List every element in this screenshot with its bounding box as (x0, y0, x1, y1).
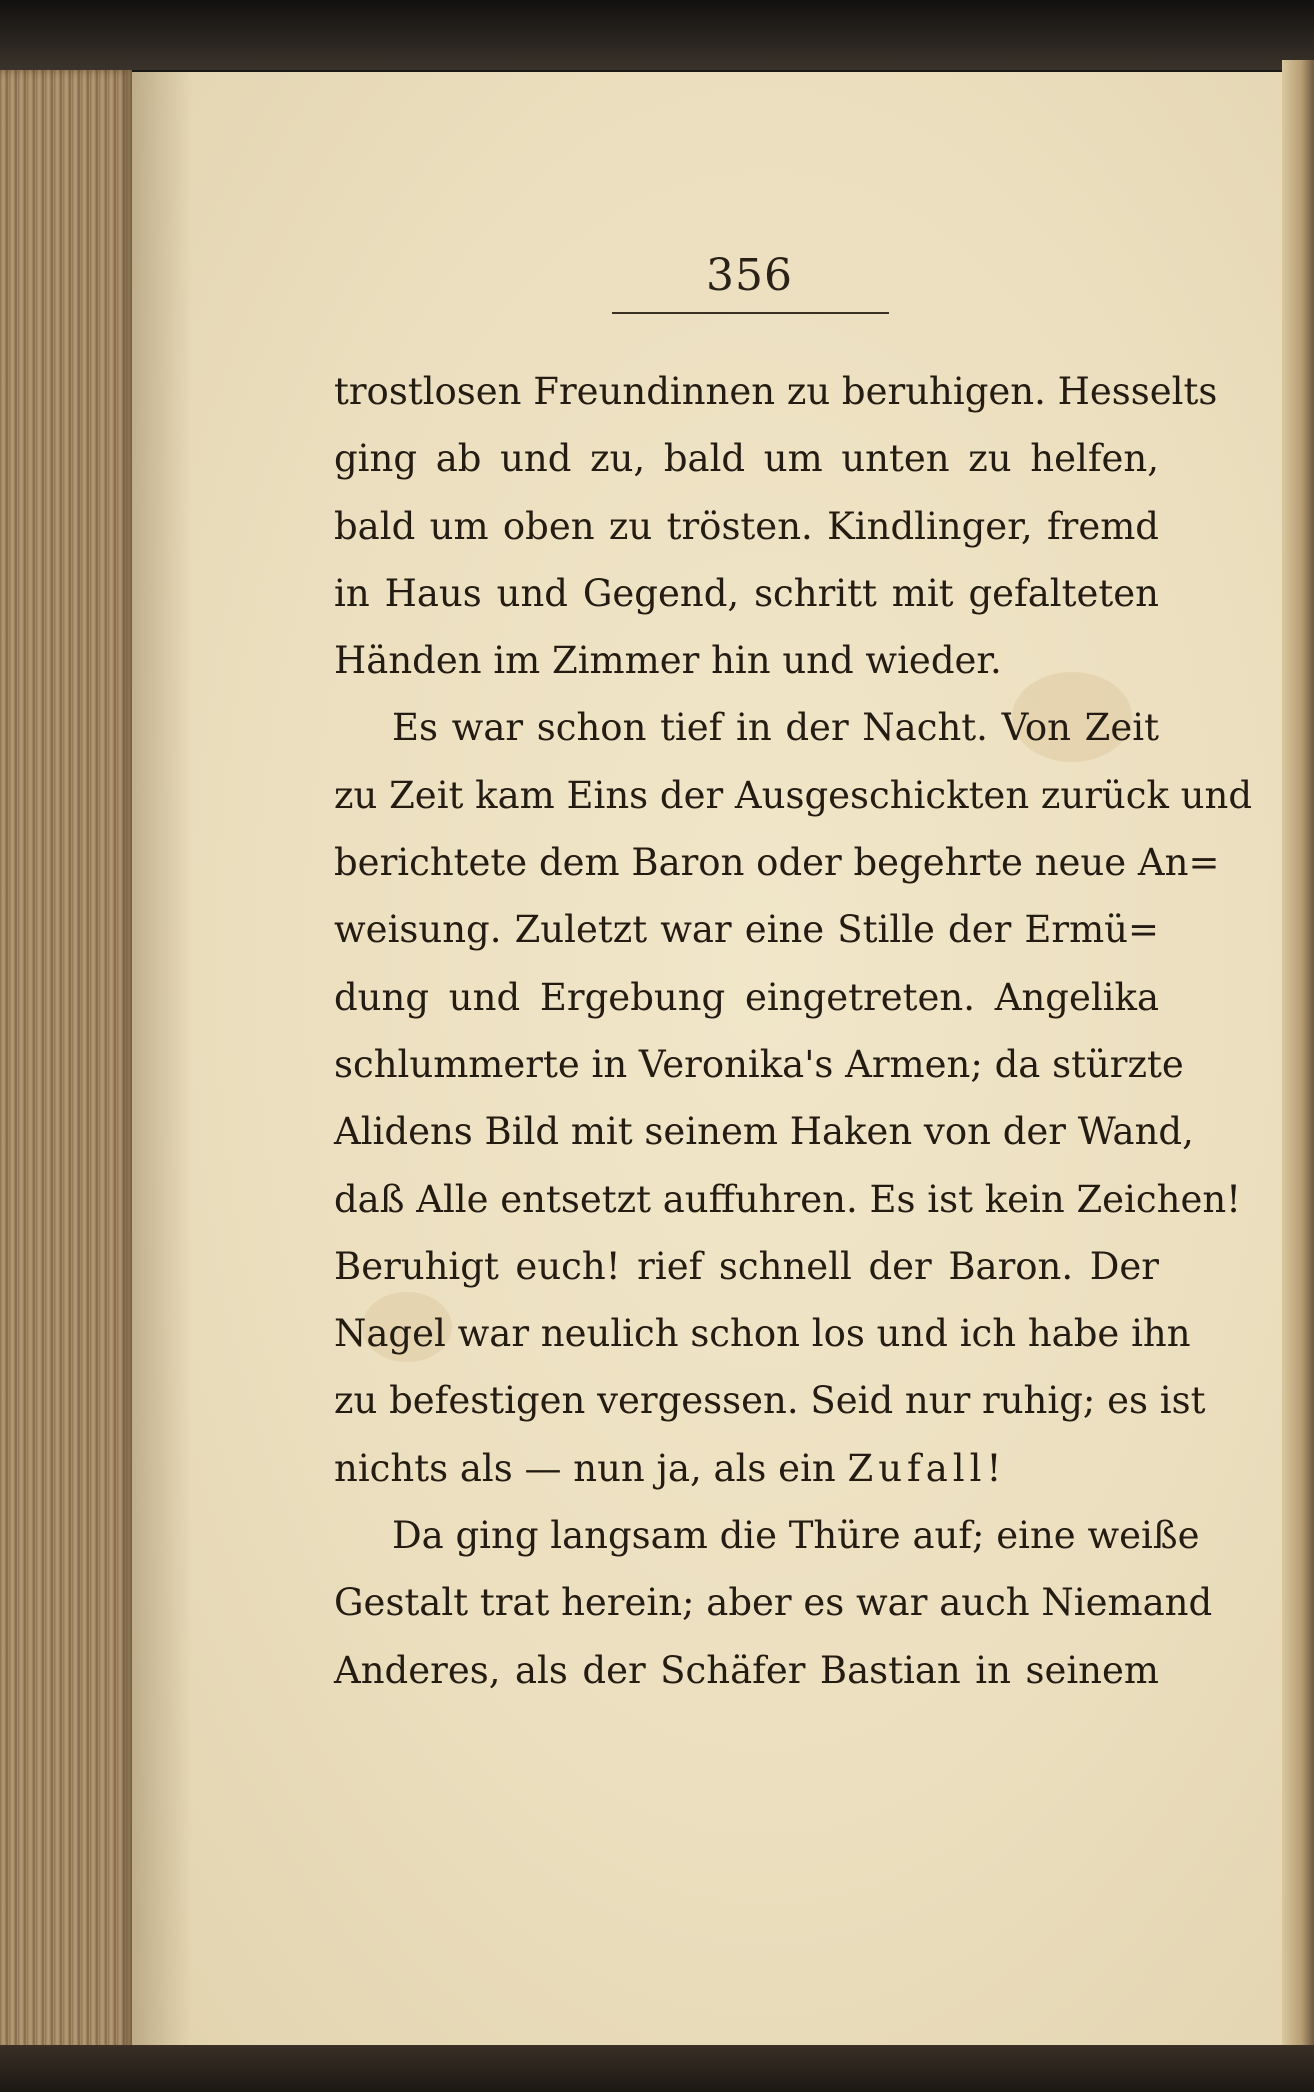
text-line-content: zu Zeit kam Eins der Ausgeschickten zurück und (334, 773, 1253, 817)
text-line (334, 1435, 1159, 1502)
text-line (334, 694, 1159, 761)
text-line-content: zu befestigen vergessen. Seid nur ruhig; es ist (334, 1379, 1206, 1423)
text-line (334, 829, 1220, 896)
text-line-content: Alidens Bild mit seinem Haken von der Wand, (334, 1110, 1194, 1154)
text-line (334, 964, 1159, 1031)
text-line-content: nichts als — nun ja, als ein (334, 1446, 836, 1490)
text-line (334, 1233, 1159, 1300)
text-line-content: Beruhigt euch! rief schnell der Baron. Der (334, 1244, 1159, 1288)
text-line-content: bald um oben zu trösten. Kindlinger, fremd (334, 504, 1159, 548)
page-number: 356 (706, 250, 793, 301)
text-line-content: Händen im Zimmer hin und wieder. (334, 639, 1002, 683)
page-number-rule (612, 312, 889, 314)
text-line-content: trostlosen Freundinnen zu beruhigen. Hesselts (334, 370, 1218, 413)
text-line-content: dung und Ergebung eingetreten. Angelika (334, 975, 1159, 1019)
page-text (334, 358, 1253, 1704)
text-line (334, 1300, 1191, 1367)
text-line-content: daß Alle entsetzt auffuhren. Es ist kein Zeichen! (334, 1177, 1242, 1221)
text-line-content: berichtete dem Baron oder begehrte neue An= (334, 841, 1220, 885)
text-line-content: in Haus und Gegend, schritt mit gefalteten (334, 571, 1159, 615)
text-line-content: ging ab und zu, bald um unten zu helfen, (334, 437, 1159, 481)
text-line (334, 560, 1159, 627)
text-line (334, 1166, 1242, 1233)
text-line (334, 358, 1218, 425)
text-line (334, 627, 1159, 694)
text-line-content: Gestalt trat herein; aber es war auch Niemand (334, 1581, 1213, 1625)
text-line (334, 1502, 1200, 1569)
text-line-content: weisung. Zuletzt war eine Stille der Ermü= (334, 908, 1159, 952)
right-page-edge (1282, 60, 1314, 2050)
gutter-shadow (132, 72, 192, 2047)
text-line-content: Da ging langsam die Thüre auf; eine weiße (392, 1514, 1200, 1558)
text-line (334, 1367, 1206, 1434)
text-line-content: Es war schon tief in der Nacht. Von Zeit (392, 706, 1159, 750)
text-line-content: Anderes, als der Schäfer Bastian in seinem (334, 1648, 1159, 1692)
text-line (334, 1031, 1184, 1098)
text-line-content: schlummerte in Veronika's Armen; da stürzte (334, 1042, 1184, 1086)
text-line (334, 1637, 1159, 1704)
text-line (334, 493, 1159, 560)
text-line (334, 896, 1159, 963)
text-line-content: Nagel war neulich schon los und ich habe ihn (334, 1312, 1191, 1356)
text-line (334, 425, 1159, 492)
book-bottom-edge (0, 2045, 1314, 2092)
text-line (334, 1098, 1194, 1165)
page-block-edge (0, 70, 132, 2055)
text-line (334, 762, 1253, 829)
emphasized-word: Zufall! (847, 1446, 1007, 1490)
book-top-edge (0, 0, 1314, 70)
text-line (334, 1569, 1213, 1636)
